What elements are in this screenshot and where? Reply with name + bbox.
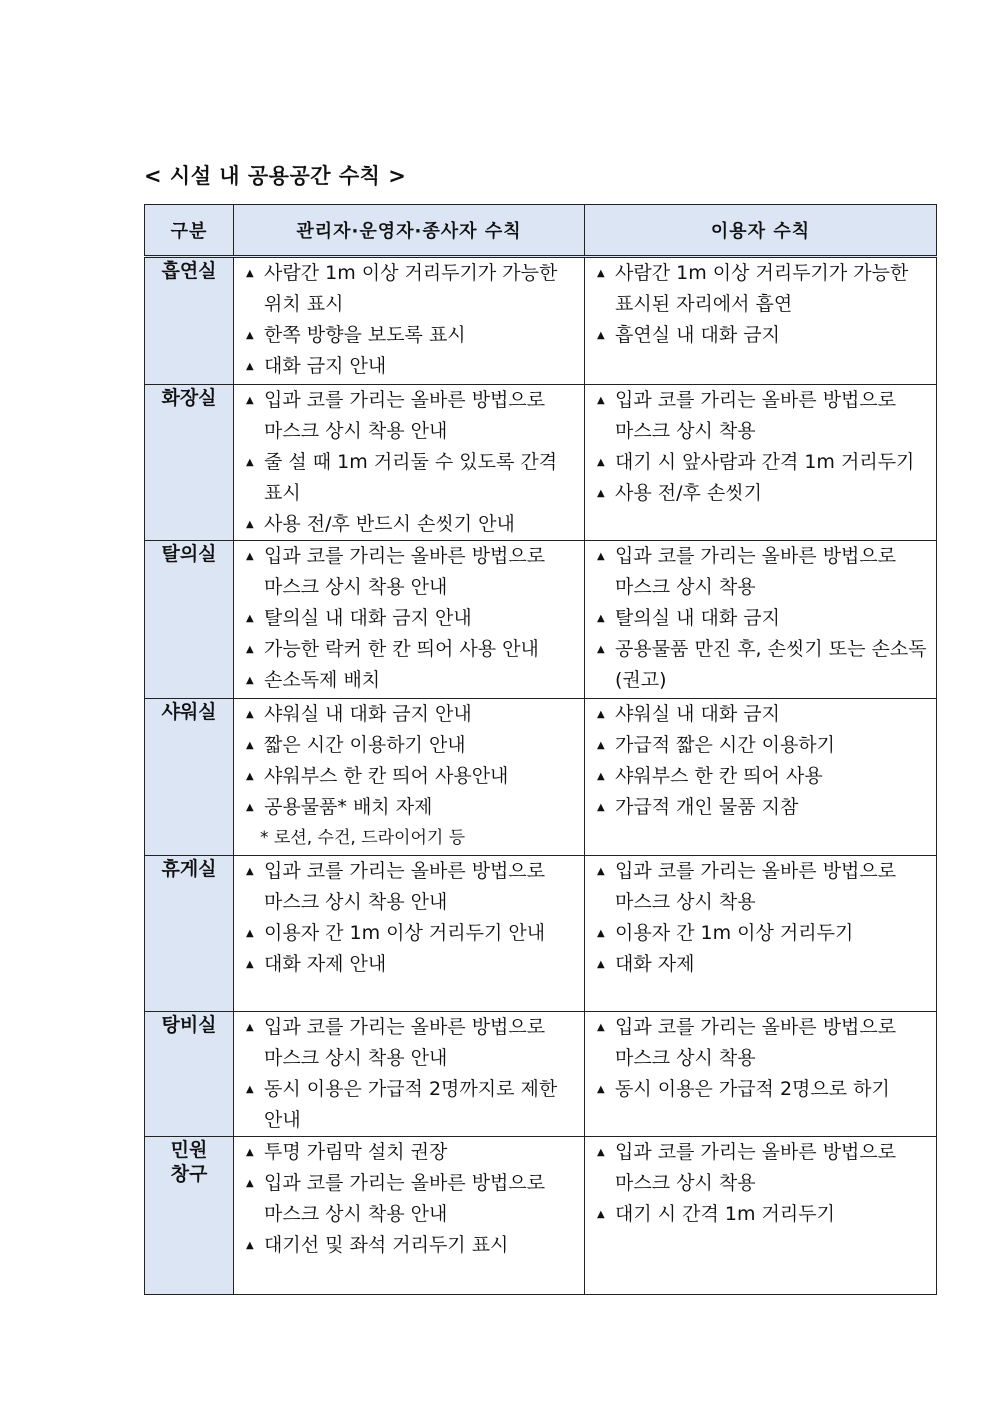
staff-rules-cell — [234, 541, 585, 699]
rule-text: 샤워실 내 대화 금지 안내 — [264, 703, 472, 725]
rule-text: 줄 설 때 1m 거리둘 수 있도록 간격 표시 — [264, 451, 558, 504]
triangle-bullet-icon: ▲ — [246, 457, 254, 468]
rule-text: 샤워부스 한 칸 띄어 사용안내 — [264, 765, 509, 787]
rule-text: 입과 코를 가리는 올바른 방법으로 마스크 상시 착용 안내 — [264, 545, 546, 598]
list-item — [246, 320, 576, 351]
category-cell: 탈의실 — [145, 541, 234, 699]
staff-rules-cell — [234, 699, 585, 856]
list-item — [246, 918, 576, 949]
rule-text: 대기 시 앞사람과 간격 1m 거리두기 — [615, 451, 915, 473]
staff-rules-cell — [234, 1137, 585, 1295]
triangle-bullet-icon: ▲ — [597, 928, 605, 939]
list-item — [246, 351, 576, 382]
triangle-bullet-icon: ▲ — [246, 675, 254, 686]
list-item — [246, 1074, 576, 1136]
triangle-bullet-icon: ▲ — [597, 1209, 605, 1220]
list-item — [246, 385, 576, 447]
list-item — [246, 1230, 576, 1261]
triangle-bullet-icon: ▲ — [246, 1240, 254, 1251]
rule-text: 한쪽 방향을 보도록 표시 — [264, 324, 466, 346]
triangle-bullet-icon: ▲ — [246, 959, 254, 970]
rule-text: 동시 이용은 가급적 2명으로 하기 — [615, 1078, 890, 1100]
rule-text: 흡연실 내 대화 금지 — [615, 324, 780, 346]
triangle-bullet-icon: ▲ — [597, 330, 605, 341]
list-item — [246, 603, 576, 634]
list-item — [246, 258, 576, 320]
rule-text: 입과 코를 가리는 올바른 방법으로 마스크 상시 착용 안내 — [264, 1172, 546, 1225]
triangle-bullet-icon: ▲ — [246, 866, 254, 877]
rule-text: 사용 전/후 손씻기 — [615, 482, 762, 504]
table-row — [145, 699, 937, 856]
rule-text: 샤워부스 한 칸 띄어 사용 — [615, 765, 823, 787]
table-header-row — [145, 205, 937, 257]
list-item — [597, 1074, 928, 1105]
user-rules-cell — [585, 1137, 937, 1295]
footnote: * 로션, 수건, 드라이어기 등 — [260, 828, 466, 848]
triangle-bullet-icon: ▲ — [246, 613, 254, 624]
triangle-bullet-icon: ▲ — [597, 802, 605, 813]
list-item — [246, 1137, 576, 1168]
rules-table — [144, 204, 937, 1295]
triangle-bullet-icon: ▲ — [597, 740, 605, 751]
triangle-bullet-icon: ▲ — [597, 395, 605, 406]
rule-text: 사람간 1m 이상 거리두기가 가능한 위치 표시 — [264, 262, 558, 315]
list-item — [597, 949, 928, 980]
rule-text: 가급적 짧은 시간 이용하기 — [615, 734, 836, 756]
rule-text: 입과 코를 가리는 올바른 방법으로 마스크 상시 착용 — [615, 389, 897, 442]
triangle-bullet-icon: ▲ — [246, 709, 254, 720]
user-rules-cell — [585, 257, 937, 385]
rule-text: 대기선 및 좌석 거리두기 표시 — [264, 1234, 509, 1256]
triangle-bullet-icon: ▲ — [597, 268, 605, 279]
category-cell: 샤워실 — [145, 699, 234, 856]
list-item — [246, 730, 576, 761]
triangle-bullet-icon: ▲ — [597, 1147, 605, 1158]
list-item — [246, 1012, 576, 1074]
category-cell: 민원 창구 — [145, 1137, 234, 1295]
table-row — [145, 1137, 937, 1295]
category-cell: 휴게실 — [145, 856, 234, 1012]
triangle-bullet-icon: ▲ — [246, 1084, 254, 1095]
rule-text: 이용자 간 1m 이상 거리두기 — [615, 922, 854, 944]
triangle-bullet-icon: ▲ — [246, 395, 254, 406]
rule-text: 짧은 시간 이용하기 안내 — [264, 734, 466, 756]
rule-text: 사람간 1m 이상 거리두기가 가능한 표시된 자리에서 흡연 — [615, 262, 909, 315]
rule-text: 대화 금지 안내 — [264, 355, 387, 377]
rule-text: 대화 자제 — [615, 953, 695, 975]
user-rules-cell — [585, 385, 937, 541]
triangle-bullet-icon: ▲ — [597, 488, 605, 499]
list-item — [246, 949, 576, 980]
rule-text: 사용 전/후 반드시 손씻기 안내 — [264, 513, 515, 535]
table-row — [145, 257, 937, 385]
list-item — [246, 699, 576, 730]
table-row — [145, 385, 937, 541]
rule-text: 입과 코를 가리는 올바른 방법으로 마스크 상시 착용 — [615, 545, 897, 598]
list-item — [597, 1137, 928, 1199]
table-row — [145, 856, 937, 1012]
list-item — [246, 541, 576, 603]
rule-text: 탈의실 내 대화 금지 — [615, 607, 780, 629]
user-rules-cell — [585, 856, 937, 1012]
rule-text: 입과 코를 가리는 올바른 방법으로 마스크 상시 착용 안내 — [264, 860, 546, 913]
triangle-bullet-icon: ▲ — [246, 1178, 254, 1189]
triangle-bullet-icon: ▲ — [597, 613, 605, 624]
triangle-bullet-icon: ▲ — [246, 1147, 254, 1158]
list-item — [597, 918, 928, 949]
list-item — [597, 541, 928, 603]
triangle-bullet-icon: ▲ — [597, 709, 605, 720]
staff-rules-cell — [234, 257, 585, 385]
list-item — [597, 603, 928, 634]
rule-text: 입과 코를 가리는 올바른 방법으로 마스크 상시 착용 — [615, 860, 897, 913]
triangle-bullet-icon: ▲ — [597, 866, 605, 877]
triangle-bullet-icon: ▲ — [246, 551, 254, 562]
triangle-bullet-icon: ▲ — [597, 1084, 605, 1095]
list-item — [597, 699, 928, 730]
header-category: 구분 — [145, 205, 234, 257]
page-title: < 시설 내 공용공간 수칙 > — [144, 164, 407, 188]
triangle-bullet-icon: ▲ — [246, 1022, 254, 1033]
list-item — [246, 509, 576, 540]
list-item — [597, 258, 928, 320]
triangle-bullet-icon: ▲ — [597, 1022, 605, 1033]
triangle-bullet-icon: ▲ — [246, 519, 254, 530]
user-rules-cell — [585, 541, 937, 699]
list-item — [246, 634, 576, 665]
rule-text: 공용물품 만진 후, 손씻기 또는 손소독(권고) — [615, 638, 927, 691]
table-row — [145, 541, 937, 699]
user-rules-cell — [585, 1012, 937, 1137]
rule-text: 공용물품* 배치 자제 — [264, 796, 433, 818]
rule-text: 샤워실 내 대화 금지 — [615, 703, 780, 725]
header-user-rules: 이용자 수칙 — [585, 205, 937, 257]
user-rules-cell — [585, 699, 937, 856]
staff-rules-cell — [234, 385, 585, 541]
rule-text: 대기 시 간격 1m 거리두기 — [615, 1203, 835, 1225]
triangle-bullet-icon: ▲ — [597, 959, 605, 970]
header-staff-rules: 관리자·운영자·종사자 수칙 — [234, 205, 585, 257]
list-item — [597, 1199, 928, 1230]
list-item — [246, 856, 576, 918]
list-item — [246, 792, 576, 823]
rule-text: 가능한 락커 한 칸 띄어 사용 안내 — [264, 638, 539, 660]
list-item — [597, 447, 928, 478]
rule-text: 입과 코를 가리는 올바른 방법으로 마스크 상시 착용 안내 — [264, 389, 546, 442]
list-item — [597, 385, 928, 447]
triangle-bullet-icon: ▲ — [246, 361, 254, 372]
triangle-bullet-icon: ▲ — [246, 740, 254, 751]
rule-text: 탈의실 내 대화 금지 안내 — [264, 607, 472, 629]
category-cell: 화장실 — [145, 385, 234, 541]
rule-text: 입과 코를 가리는 올바른 방법으로 마스크 상시 착용 — [615, 1016, 897, 1069]
triangle-bullet-icon: ▲ — [246, 771, 254, 782]
list-item — [597, 856, 928, 918]
triangle-bullet-icon: ▲ — [597, 551, 605, 562]
triangle-bullet-icon: ▲ — [246, 268, 254, 279]
triangle-bullet-icon: ▲ — [246, 802, 254, 813]
list-item — [246, 447, 576, 509]
triangle-bullet-icon: ▲ — [597, 644, 605, 655]
list-item — [246, 665, 576, 696]
table-row — [145, 1012, 937, 1137]
category-cell: 흡연실 — [145, 257, 234, 385]
triangle-bullet-icon: ▲ — [597, 457, 605, 468]
rule-text: 대화 자제 안내 — [264, 953, 387, 975]
staff-rules-cell — [234, 1012, 585, 1137]
list-item — [597, 792, 928, 823]
rule-text: 가급적 개인 물품 지참 — [615, 796, 799, 818]
triangle-bullet-icon: ▲ — [246, 330, 254, 341]
category-cell: 탕비실 — [145, 1012, 234, 1137]
triangle-bullet-icon: ▲ — [246, 644, 254, 655]
staff-rules-cell — [234, 856, 585, 1012]
list-item — [246, 761, 576, 792]
rule-text: 입과 코를 가리는 올바른 방법으로 마스크 상시 착용 안내 — [264, 1016, 546, 1069]
list-item — [597, 1012, 928, 1074]
rule-text: 투명 가림막 설치 권장 — [264, 1141, 448, 1163]
rule-text: 손소독제 배치 — [264, 669, 381, 691]
rule-text: 동시 이용은 가급적 2명까지로 제한 안내 — [264, 1078, 558, 1131]
list-item — [597, 478, 928, 509]
list-item — [597, 730, 928, 761]
list-item — [246, 1168, 576, 1230]
rule-text: 이용자 간 1m 이상 거리두기 안내 — [264, 922, 546, 944]
rule-text: 입과 코를 가리는 올바른 방법으로 마스크 상시 착용 — [615, 1141, 897, 1194]
list-item — [597, 320, 928, 351]
triangle-bullet-icon: ▲ — [597, 771, 605, 782]
list-item — [597, 634, 928, 696]
list-item — [597, 761, 928, 792]
triangle-bullet-icon: ▲ — [246, 928, 254, 939]
